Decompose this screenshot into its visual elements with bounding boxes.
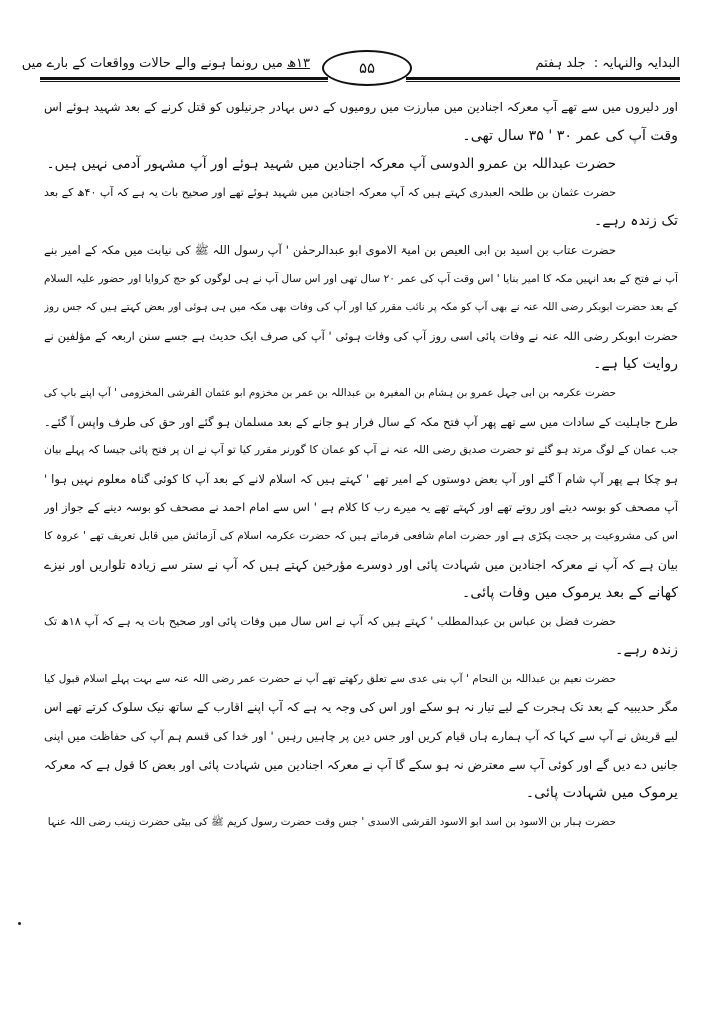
text-line: جانیں دے دیں گے اور کوئی آپ سے معترض نہ ہو سکے گا آپ نے معرکہ اجنادین میں شہادت پائی اور بعض کا قول ہے کہ معرکہ	[44, 757, 678, 772]
text-line: یرموک میں شہادت پائی۔	[525, 785, 678, 802]
chapter-heading	[21, 56, 310, 71]
text-line: کھانے کے بعد یرموک میں وفات پائی۔	[462, 585, 678, 602]
header-rule-left	[40, 77, 328, 82]
text-line: لیے قریش نے آپ سے کہا کہ آپ ہمارے ہاں قیام کریں اور جس دین پر چاہیں رہیں ' اور خدا کی قسم ہم آپ کی حفاظت میں اپنی	[44, 729, 678, 744]
paragraph-first-line: حضرت عبداللہ بن عمرو الدوسی آپ معرکہ اجنادین میں شہید ہوئے اور آپ مشہور آدمی نہیں ہیں۔	[46, 156, 616, 173]
text-line: حضرت ابوبکر رضی اللہ عنہ نے وفات پائی اسی روز آپ کی وفات ہوئی ' آپ کی صرف ایک حدیث ہے جسے سنن اربعہ کے مؤلفین نے	[44, 328, 678, 343]
paragraph-first-line: حضرت فضل بن عباس بن عبدالمطلب ' کہتے ہیں کہ آپ نے اس سال میں وفات پائی اور صحیح بات یہ ہے کہ آپ ۱۸ھ تک	[44, 614, 616, 628]
text-line: تک زندہ رہے۔	[593, 213, 678, 230]
text-line: بیان ہے کہ آپ نے معرکہ اجنادین میں شہادت پائی اور دوسرے مؤرخین کہتے ہیں کہ آپ نے ستر سے زیادہ تلواریں اور نیزے	[44, 556, 678, 572]
text-line: طرح جاہلیت کے سادات میں سے تھے پھر آپ فتح مکہ کے سال فرار ہو جانے کے بعد مسلمان ہو گئے اور حق کی طرف واپس آ گئے۔	[44, 414, 678, 429]
page-number: ۵۵	[358, 59, 376, 77]
text-line: مگر حدیبیہ کے بعد تک ہجرت کے لیے تیار نہ ہو سکے اور اس کی وجہ یہ ہے کہ آپ اپنے اقارب کے ساتھ نیک سلوک کرتے تھے اس	[44, 700, 678, 715]
text-line: کے بعد حضرت ابوبکر رضی اللہ عنہ نے بھی آپ کو مکہ پر نائب مقرر کیا اور آپ کی وفات بھی مکہ میں ہی ہوئی اور بعض کہتے ہیں کہ جس روز	[44, 301, 678, 314]
paragraph-first-line: حضرت عتاب بن اسید بن ابی العیص بن امیۃ الاموی ابو عبدالرحمٰن ' آپ رسول اللہ ﷺ کی نیابت میں مکہ کے امیر بنے	[44, 242, 616, 257]
book-heading	[440, 56, 680, 71]
paragraph-first-line: حضرت ہبار بن الاسود بن اسد ابو الاسود القرشی الاسدی ' جس وقت حضرت رسول کریم ﷺ کی بیٹی حضرت زینب رضی اللہ عنہا	[47, 815, 616, 828]
text-line: اس کی مشروعیت پر حجت پکڑی ہے اور حضرت امام شافعی فرماتے ہیں کہ حضرت عکرمہ اسلام کی آزمائش میں قابل تعریف تھے ' عروہ کا	[44, 529, 678, 542]
text-line: زندہ رہے۔	[615, 642, 678, 659]
paragraph-first-line: حضرت عکرمہ بن ابی جہل عمرو بن ہشام بن المغیرہ بن عبداللہ بن عمر بن مخزوم ابو عثمان القرشی المخزومی ' آپ اپنے باپ کی	[44, 386, 616, 399]
page-number-oval	[322, 50, 412, 86]
chapter-title: میں رونما ہونے والے حالات وواقعات کے بارے میں	[21, 56, 283, 71]
hijri-year: ۱۳ھ	[286, 56, 310, 71]
header-rule-right	[406, 77, 680, 82]
text-line: ہو چکا ہے پھر آپ شام آ گئے اور آپ بعض دوستوں کے امیر تھے ' کہتے ہیں کہ اسلام لانے کے بعد آپ کا کوئی گناہ معلوم نہیں ہوا '	[44, 471, 678, 486]
body-text	[44, 93, 678, 836]
book-title: البدایہ والنہایہ	[602, 56, 680, 71]
volume-label: جلد ہفتم	[535, 56, 586, 71]
colon-separator: :	[593, 56, 599, 71]
scan-speck	[18, 922, 21, 925]
text-line: روایت کیا ہے۔	[593, 356, 678, 373]
paragraph-first-line: حضرت عثمان بن طلحہ العبدری کہتے ہیں کہ آپ معرکہ اجنادین میں شہید ہوئے تھے اور صحیح بات یہ ہے کہ آپ ۴۰ھ کے بعد	[44, 185, 616, 199]
text-line: آپ مصحف کو بوسہ دیتے اور روتے تھے اور کہتے تھے یہ میرے رب کا کلام ہے ' اس سے امام احمد نے مصحف کو بوسہ دینے کے جواز اور	[44, 500, 678, 515]
text-line: اور دلیروں میں سے تھے آپ معرکہ اجنادین میں مبارزت میں رومیوں کے دس بہادر جرنیلوں کو قتل کرنے کے بعد شہید ہوئے اس	[44, 100, 678, 114]
text-line: وقت آپ کی عمر ۳۰ ' ۳۵ سال تھی۔	[462, 127, 678, 144]
text-line: آپ نے فتح کے بعد انہیں مکہ کا امیر بنایا ' اس وقت آپ کی عمر ۲۰ سال تھی اور اس سال آپ نے ہی لوگوں کو حج کروایا اور حضور علیہ السلام	[44, 272, 678, 285]
text-line: جب عمان کے لوگ مرتد ہو گئے تو حضرت صدیق رضی اللہ عنہ نے آپ کو عمان کا گورنر مقرر کیا تو آپ نے ان پر فتح پائی جیسا کہ پہلے بیان	[44, 443, 678, 457]
paragraph-first-line: حضرت نعیم بن عبداللہ بن النحام ' آپ بنی عدی سے تعلق رکھتے تھے آپ نے حضرت عمر رضی اللہ عنہ سے بہت پہلے اسلام قبول کیا	[44, 672, 616, 685]
page-header	[21, 50, 680, 90]
